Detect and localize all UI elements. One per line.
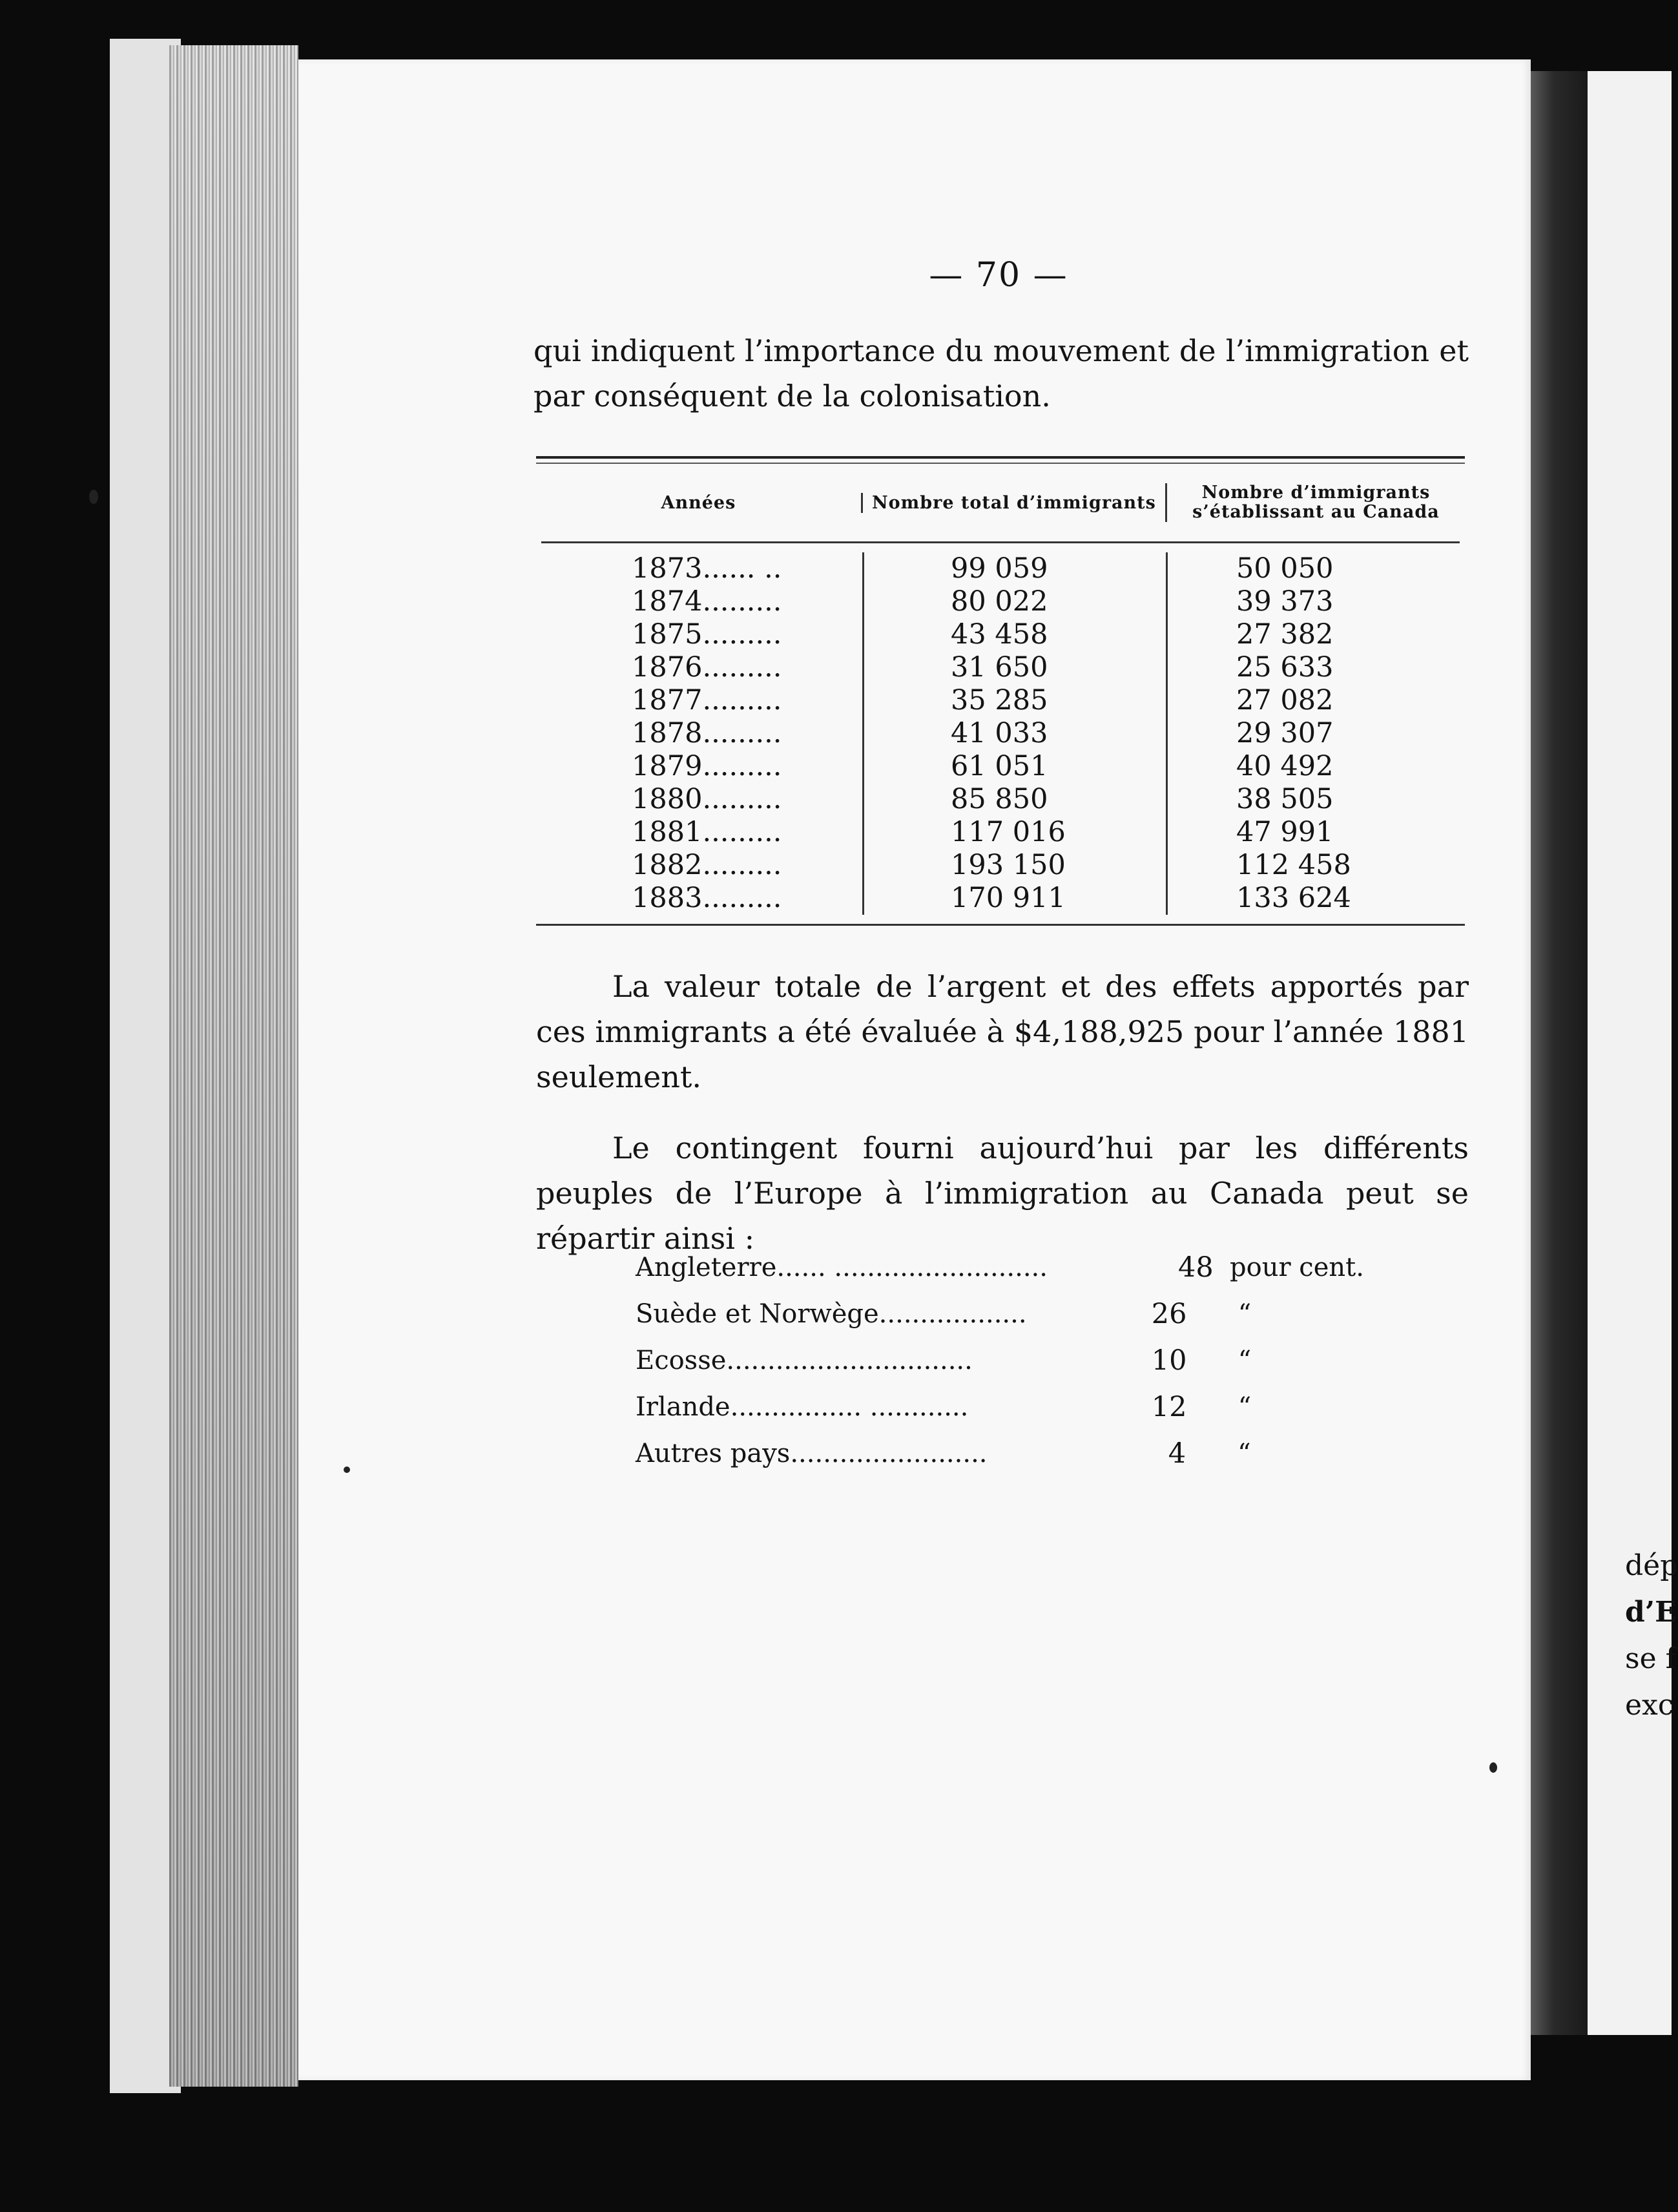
header-total: Nombre total d’immigrants [861, 493, 1165, 513]
list-item [636, 1337, 1398, 1384]
value-paragraph: La valeur totale de l’argent et des effets apportés par ces immigrants a été évaluée à $4,188,925 pour l’année 1881 seulement. [536, 969, 1469, 1094]
ditto-mark: “ [1238, 1439, 1251, 1468]
settled-cell: 27 082 [1166, 684, 1465, 717]
table-row [536, 684, 1465, 717]
year-cell: 1881......... [632, 816, 782, 848]
percent-value: 48 [1178, 1251, 1214, 1284]
page-number: — 70 — [929, 256, 1068, 295]
book-page-edges [169, 45, 298, 2087]
table-row [536, 849, 1465, 882]
percent-value: 10 [1151, 1344, 1187, 1377]
total-cell: 170 911 [862, 882, 1166, 915]
year-cell: 1873...... .. [632, 552, 782, 585]
immigration-table [536, 456, 1465, 926]
table-header [536, 464, 1465, 541]
ditto-mark: “ [1238, 1299, 1252, 1329]
settled-cell: 47 991 [1166, 816, 1465, 849]
country-label: Autres pays........................ [636, 1439, 988, 1468]
settled-cell: 40 492 [1166, 750, 1465, 783]
fragment-line: d’E [1625, 1596, 1677, 1629]
year-cell: 1880......... [632, 783, 782, 815]
table-row [536, 882, 1465, 915]
total-cell: 43 458 [862, 618, 1166, 651]
total-cell: 99 059 [862, 552, 1166, 585]
settled-cell: 25 633 [1166, 651, 1465, 684]
settled-cell: 112 458 [1166, 849, 1465, 882]
settled-cell: 133 624 [1166, 882, 1465, 915]
total-cell: 35 285 [862, 684, 1166, 717]
table-top-rule [536, 456, 1465, 464]
year-cell: 1882......... [632, 849, 782, 881]
total-cell: 85 850 [862, 783, 1166, 816]
total-cell: 80 022 [862, 585, 1166, 618]
settled-cell: 50 050 [1166, 552, 1465, 585]
total-cell: 117 016 [862, 816, 1166, 849]
list-item [636, 1384, 1398, 1430]
list-item [636, 1291, 1398, 1337]
scan-speck [1489, 1762, 1497, 1773]
table-row [536, 717, 1465, 750]
fragment-line: se f [1625, 1642, 1676, 1675]
year-cell: 1877......... [632, 684, 782, 716]
total-cell: 61 051 [862, 750, 1166, 783]
settled-cell: 29 307 [1166, 717, 1465, 750]
origin-percentage-list [636, 1244, 1398, 1477]
ditto-mark: “ [1238, 1346, 1252, 1375]
scan-speck [89, 490, 98, 504]
table-row [536, 651, 1465, 684]
year-cell: 1883......... [632, 882, 782, 914]
fragment-line: dép [1625, 1549, 1678, 1582]
percent-unit: pour cent. [1230, 1253, 1364, 1282]
total-cell: 193 150 [862, 849, 1166, 882]
year-cell: 1874......... [632, 585, 782, 618]
settled-cell: 27 382 [1166, 618, 1465, 651]
table-row [536, 552, 1465, 585]
intro-paragraph: qui indiquent l’importance du mouvement de l’immigration et par conséquent de la colonisation. [533, 333, 1469, 413]
next-page [1588, 71, 1672, 2035]
country-label: Irlande................ ............ [636, 1392, 969, 1422]
book-gutter [1531, 71, 1588, 2035]
next-page-text-fragments [1625, 1543, 1677, 1729]
percent-value: 26 [1151, 1298, 1187, 1330]
table-bottom-rule [536, 924, 1465, 926]
header-settled: Nombre d’immigrants s’établissant au Canada [1165, 483, 1465, 522]
year-cell: 1876......... [632, 651, 782, 683]
country-label: Suède et Norwège.................. [636, 1299, 1027, 1329]
header-years: Années [661, 492, 736, 513]
year-cell: 1878......... [632, 717, 782, 749]
percent-value: 12 [1151, 1391, 1187, 1423]
fragment-line: exc [1625, 1689, 1674, 1722]
ditto-mark: “ [1238, 1392, 1252, 1422]
country-label: Angleterre...... .......................... [636, 1253, 1048, 1282]
settled-cell: 39 373 [1166, 585, 1465, 618]
total-cell: 31 650 [862, 651, 1166, 684]
year-cell: 1879......... [632, 750, 782, 782]
year-cell: 1875......... [632, 618, 782, 651]
table-row [536, 783, 1465, 816]
table-row [536, 816, 1465, 849]
table-header-rule [541, 541, 1460, 543]
list-item [636, 1244, 1398, 1291]
scan-speck [344, 1466, 350, 1473]
contingent-paragraph: Le contingent fourni aujourd’hui par les différents peuples de l’Europe à l’immigration au Canada peut se répartir ainsi : [536, 1131, 1469, 1256]
settled-cell: 38 505 [1166, 783, 1465, 816]
table-body [536, 552, 1465, 915]
country-label: Ecosse.............................. [636, 1346, 973, 1375]
table-row [536, 750, 1465, 783]
table-row [536, 618, 1465, 651]
total-cell: 41 033 [862, 717, 1166, 750]
table-row [536, 585, 1465, 618]
list-item [636, 1430, 1398, 1477]
percent-value: 4 [1168, 1437, 1186, 1470]
